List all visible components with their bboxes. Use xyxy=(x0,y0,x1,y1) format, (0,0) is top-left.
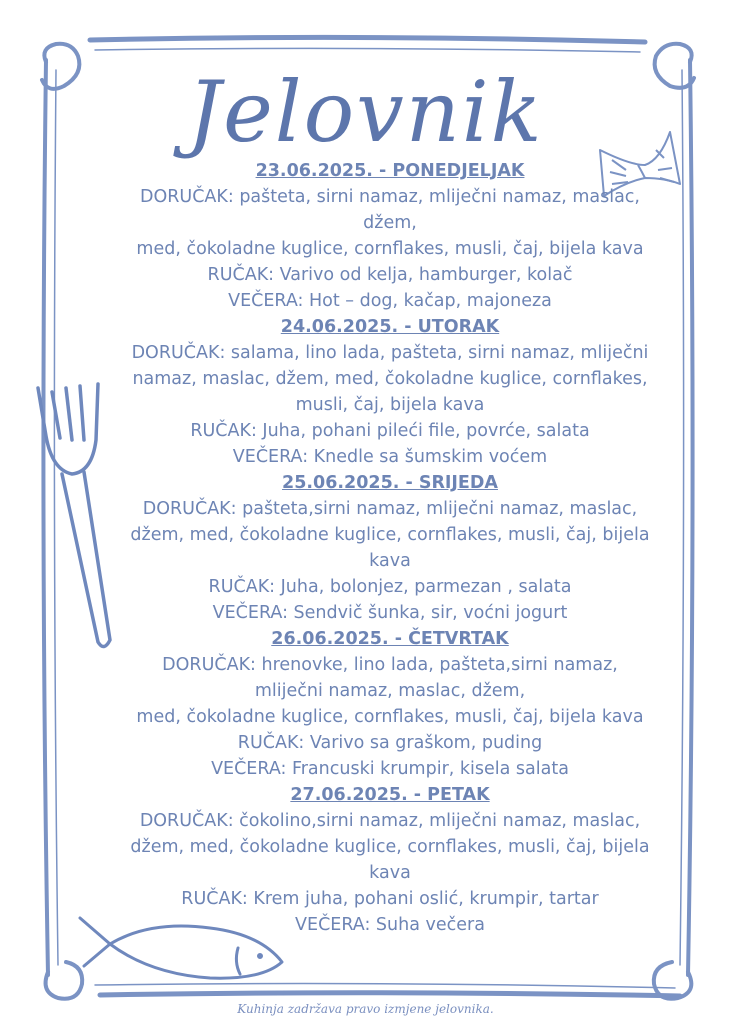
menu-line: DORUČAK: pašteta,sirni namaz, mliječni namaz, maslac, xyxy=(142,499,638,519)
menu-line: RUČAK: Krem juha, pohani oslić, krumpir, tartar xyxy=(181,889,599,909)
menu-line: VEČERA: Francuski krumpir, kisela salata xyxy=(211,759,569,779)
menu-line: džem, med, čokoladne kuglice, cornflakes, musli, čaj, bijela xyxy=(130,837,650,857)
menu-line: RUČAK: Juha, bolonjez, parmezan , salata xyxy=(208,577,572,597)
menu-line: DORUČAK: čokolino,sirni namaz, mliječni namaz, maslac, xyxy=(139,811,641,831)
menu-line: DORUČAK: pašteta, sirni namaz, mliječni namaz, maslac, xyxy=(139,187,640,207)
day-block xyxy=(100,158,680,314)
menu-line: RUČAK: Varivo od kelja, hamburger, kolač xyxy=(207,265,573,285)
day-heading: 23.06.2025. - PONEDJELJAK xyxy=(255,161,525,181)
menu-line: DORUČAK: salama, lino lada, pašteta, sirni namaz, mliječni xyxy=(131,343,649,363)
footer-note: Kuhinja zadržava pravo izmjene jelovnika. xyxy=(237,1002,494,1016)
menu-line: kava xyxy=(369,551,411,571)
menu-list xyxy=(100,158,680,938)
day-block xyxy=(100,626,680,782)
menu-line: kava xyxy=(369,863,411,883)
day-heading: 25.06.2025. - SRIJEDA xyxy=(282,473,498,493)
menu-line: džem, xyxy=(363,213,417,233)
menu-line: musli, čaj, bijela kava xyxy=(295,395,485,415)
menu-line: VEČERA: Suha večera xyxy=(295,915,485,935)
menu-line: med, čokoladne kuglice, cornflakes, musli, čaj, bijela kava xyxy=(136,707,644,727)
page-title: Jelovnik xyxy=(187,63,544,161)
menu-line: namaz, maslac, džem, med, čokoladne kuglice, cornflakes, xyxy=(132,369,648,389)
day-heading: 24.06.2025. - UTORAK xyxy=(280,317,500,337)
menu-line: mliječni namaz, maslac, džem, xyxy=(254,681,526,701)
menu-line: DORUČAK: hrenovke, lino lada, pašteta,sirni namaz, xyxy=(162,655,618,675)
day-heading: 26.06.2025. - ČETVRTAK xyxy=(271,629,509,649)
day-heading: 27.06.2025. - PETAK xyxy=(290,785,490,805)
menu-line: med, čokoladne kuglice, cornflakes, musli, čaj, bijela kava xyxy=(136,239,644,259)
day-block xyxy=(100,314,680,470)
menu-line: džem, med, čokoladne kuglice, cornflakes, musli, čaj, bijela xyxy=(130,525,650,545)
menu-line: VEČERA: Hot – dog, kačap, majoneza xyxy=(228,291,552,311)
menu-line: VEČERA: Sendvič šunka, sir, voćni jogurt xyxy=(212,603,568,623)
day-block xyxy=(100,782,680,938)
menu-line: RUČAK: Varivo sa graškom, puding xyxy=(237,733,543,753)
day-block xyxy=(100,470,680,626)
menu-line: VEČERA: Knedle sa šumskim voćem xyxy=(232,447,548,467)
menu-line: RUČAK: Juha, pohani pileći file, povrće, salata xyxy=(190,421,590,441)
